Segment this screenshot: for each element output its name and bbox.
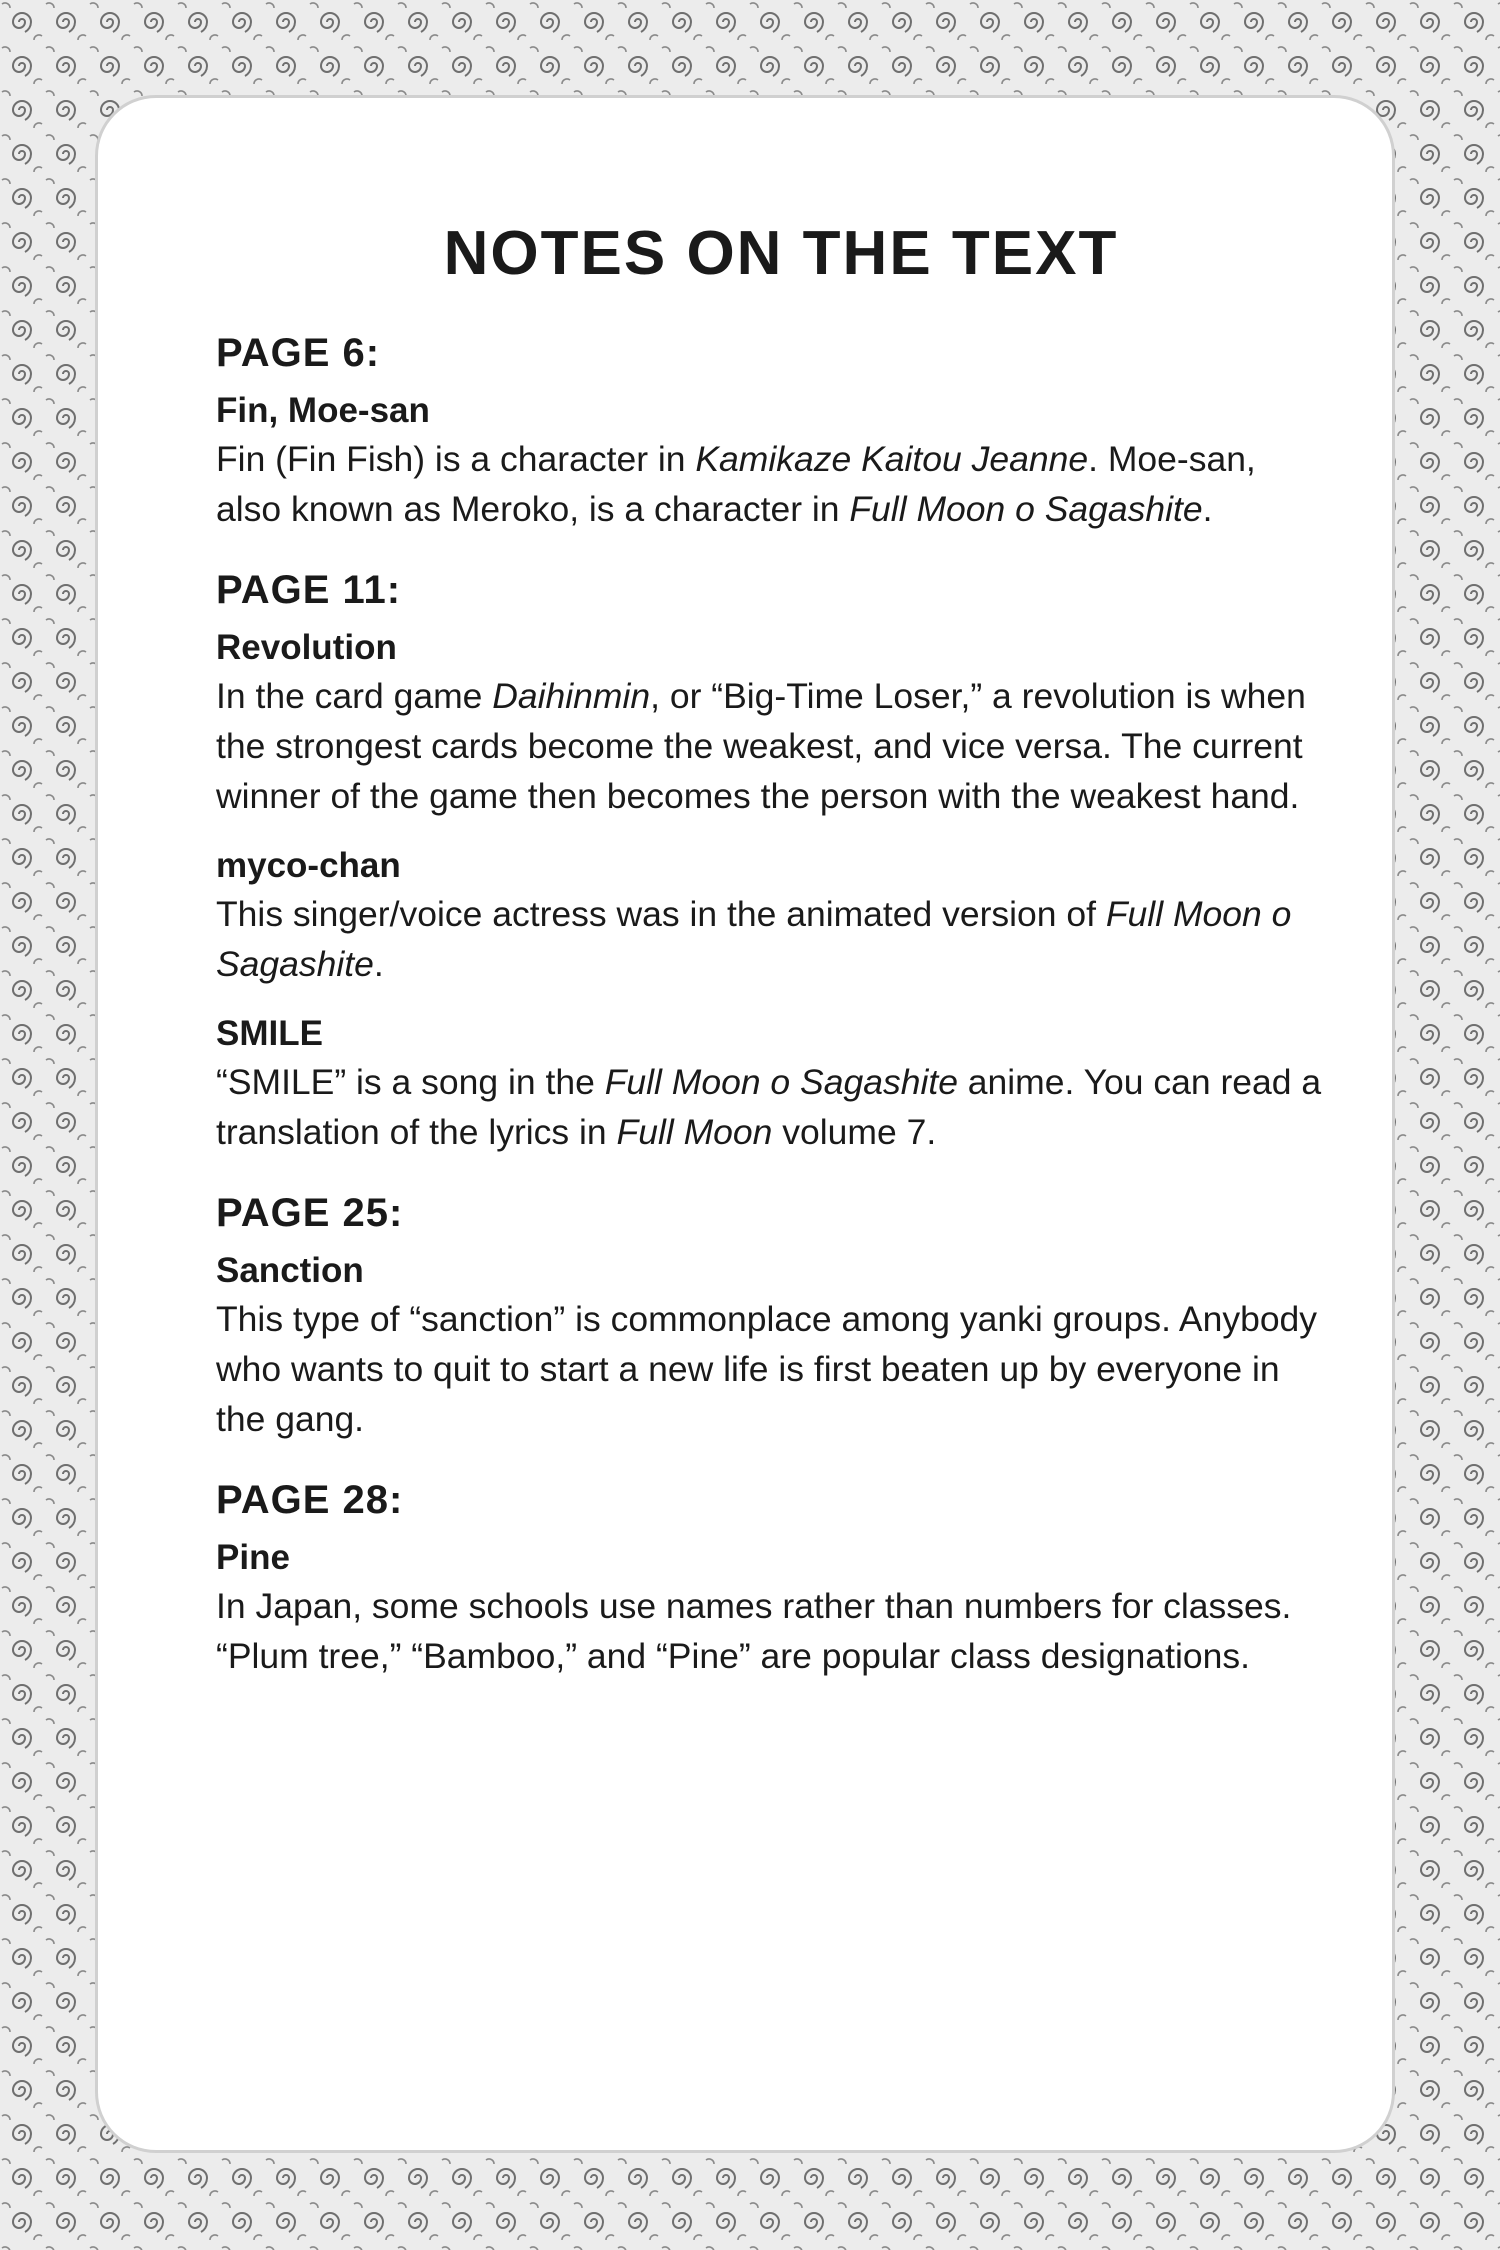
note-entry xyxy=(216,1011,1326,1157)
italic-title: Full Moon o Sagashite xyxy=(604,1062,958,1102)
note-text: . Moe-san, also known as Meroko, is a character in xyxy=(216,439,1256,529)
note-text: “SMILE” is a song in the xyxy=(216,1062,605,1102)
note-body xyxy=(216,434,1326,534)
note-text: anime. You can read a translation of the lyrics in xyxy=(216,1062,1322,1152)
note-term: Pine xyxy=(216,1538,290,1577)
note-text: In the card game xyxy=(216,676,493,716)
note-body xyxy=(216,889,1326,989)
note-text: This singer/voice actress was in the animated version of xyxy=(216,894,1106,934)
note-text: volume 7. xyxy=(772,1112,937,1152)
note-entry xyxy=(216,843,1326,989)
section-heading: PAGE 25: xyxy=(216,1191,404,1235)
italic-title: Full Moon o Sagashite xyxy=(216,894,1292,984)
italic-title: Full Moon xyxy=(616,1112,773,1152)
note-text: In Japan, some schools use names rather than numbers for classes. “Plum tree,” “Bamboo,” and “Pine” are popular class designations. xyxy=(216,1586,1292,1676)
italic-title: Kamikaze Kaitou Jeanne xyxy=(695,439,1089,479)
note-term: myco-chan xyxy=(216,846,401,885)
note-term: Revolution xyxy=(216,628,397,667)
note-term: Sanction xyxy=(216,1251,364,1290)
note-body xyxy=(216,671,1326,821)
note-body xyxy=(216,1581,1326,1681)
note-text: This type of “sanction” is commonplace among yanki groups. Anybody who wants to quit to start a new life is first beaten up by everyone in the gang. xyxy=(216,1299,1318,1439)
note-entry xyxy=(216,625,1326,821)
notes-content xyxy=(216,196,1326,1703)
note-entry xyxy=(216,1248,1326,1444)
page-title: NOTES ON THE TEXT xyxy=(443,219,1119,288)
note-text: , or “Big-Time Loser,” a revolution is when the strongest cards become the weakest, and vice versa. The current winner of the game then becomes the person with the weakest hand. xyxy=(216,676,1306,816)
section-heading: PAGE 6: xyxy=(216,331,381,375)
note-entry xyxy=(216,1535,1326,1681)
note-entry xyxy=(216,388,1326,534)
italic-title: Daihinmin xyxy=(492,676,651,716)
note-text: Fin (Fin Fish) is a character in xyxy=(216,439,696,479)
italic-title: Full Moon o Sagashite xyxy=(849,489,1203,529)
note-term: SMILE xyxy=(216,1014,323,1053)
note-body xyxy=(216,1057,1326,1157)
section-heading: PAGE 28: xyxy=(216,1478,404,1522)
note-text: . xyxy=(1202,489,1213,529)
note-term: Fin, Moe-san xyxy=(216,391,430,430)
note-body xyxy=(216,1294,1326,1444)
section-heading: PAGE 11: xyxy=(216,568,402,612)
notes-sections xyxy=(216,331,1326,1681)
note-text: . xyxy=(373,944,384,984)
